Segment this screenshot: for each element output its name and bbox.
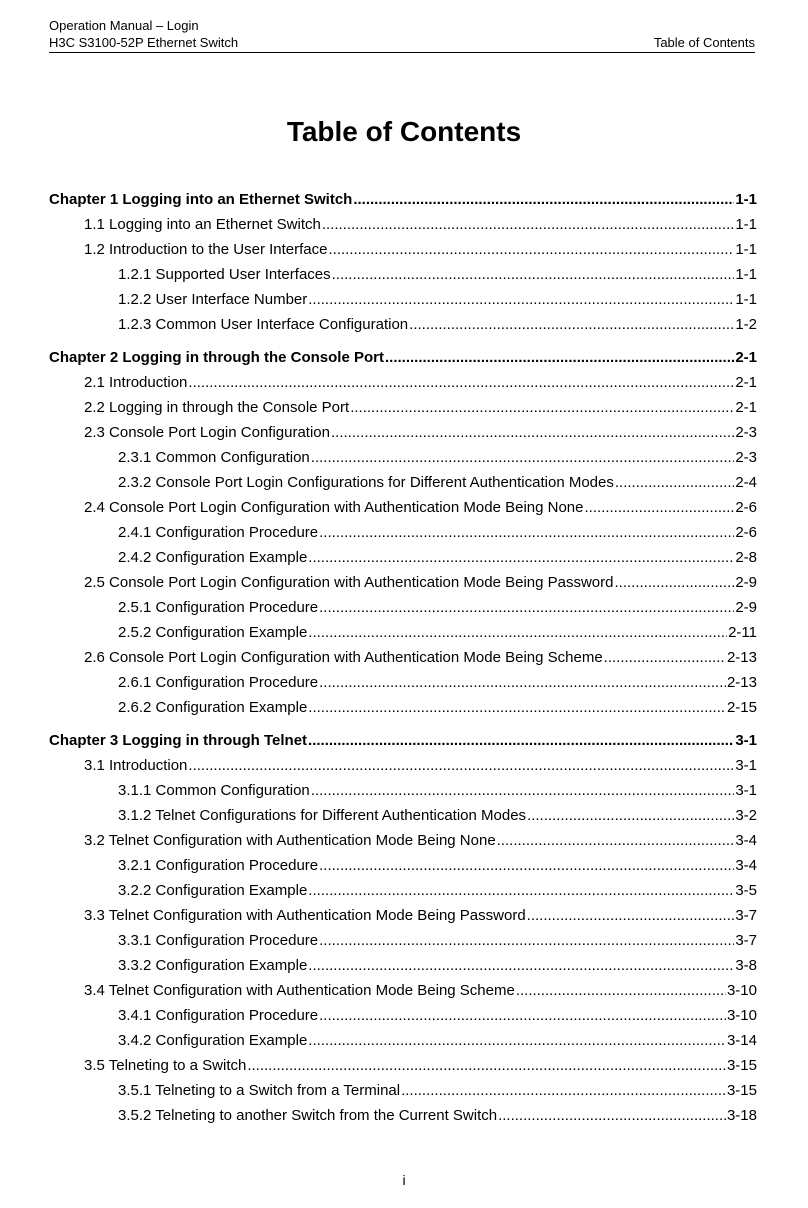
toc-leader-dots — [331, 420, 734, 445]
toc-entry[interactable] — [49, 803, 757, 828]
toc-entry-page: 2-15 — [726, 699, 757, 716]
toc-leader-dots — [308, 287, 734, 312]
toc-chapter-entry[interactable] — [49, 187, 757, 212]
toc-entry[interactable] — [49, 695, 757, 720]
toc-leader-dots — [311, 445, 735, 470]
toc-entry-page: 3-10 — [726, 982, 757, 999]
toc-entry-page: 3-1 — [735, 732, 757, 749]
toc-entry[interactable] — [49, 395, 757, 420]
toc-leader-dots — [385, 345, 734, 370]
toc-entry[interactable] — [49, 1028, 757, 1053]
header-product: H3C S3100-52P Ethernet Switch — [49, 35, 239, 50]
toc-entry[interactable] — [49, 445, 757, 470]
toc-entry-page: 1-1 — [735, 291, 757, 308]
toc-leader-dots — [527, 803, 734, 828]
toc-entry-title: 2.4.2 Configuration Example — [118, 549, 308, 566]
toc-entry-page: 3-1 — [735, 757, 757, 774]
toc-entry-page: 3-14 — [726, 1032, 757, 1049]
toc-entry[interactable] — [49, 495, 757, 520]
toc-entry[interactable] — [49, 903, 757, 928]
toc-entry-page: 2-3 — [735, 449, 757, 466]
toc-leader-dots — [247, 1053, 726, 1078]
toc-leader-dots — [615, 570, 735, 595]
toc-entry-title: 3.2.2 Configuration Example — [118, 882, 308, 899]
toc-leader-dots — [319, 853, 734, 878]
toc-entry[interactable] — [49, 878, 757, 903]
toc-entry-page: 1-1 — [735, 241, 757, 258]
toc-entry-title: 2.1 Introduction — [84, 374, 188, 391]
toc-leader-dots — [319, 928, 734, 953]
toc-entry-title: 1.1 Logging into an Ethernet Switch — [84, 216, 321, 233]
toc-entry[interactable] — [49, 237, 757, 262]
toc-entry[interactable] — [49, 595, 757, 620]
toc-entry[interactable] — [49, 645, 757, 670]
toc-entry-title: 1.2.3 Common User Interface Configuration — [118, 316, 409, 333]
table-of-contents — [49, 187, 757, 1128]
toc-entry-title: 3.1 Introduction — [84, 757, 188, 774]
toc-entry[interactable] — [49, 928, 757, 953]
toc-entry-title: 3.5 Telneting to a Switch — [84, 1057, 247, 1074]
toc-entry[interactable] — [49, 212, 757, 237]
toc-leader-dots — [308, 728, 734, 753]
toc-entry-title: 3.3 Telnet Configuration with Authentication Mode Being Password — [84, 907, 526, 924]
toc-entry[interactable] — [49, 1078, 757, 1103]
toc-entry-page: 3-15 — [726, 1082, 757, 1099]
toc-leader-dots — [319, 1003, 726, 1028]
toc-leader-dots — [311, 778, 735, 803]
toc-entry-page: 1-1 — [735, 266, 757, 283]
toc-entry-title: 2.3 Console Port Login Configuration — [84, 424, 330, 441]
toc-entry-page: 2-9 — [735, 599, 757, 616]
toc-leader-dots — [401, 1078, 726, 1103]
toc-entry-page: 2-9 — [735, 574, 757, 591]
toc-entry[interactable] — [49, 828, 757, 853]
toc-entry-page: 1-1 — [735, 191, 757, 208]
toc-entry[interactable] — [49, 778, 757, 803]
toc-entry-title: Chapter 2 Logging in through the Console Port — [49, 349, 384, 366]
toc-entry[interactable] — [49, 570, 757, 595]
toc-leader-dots — [350, 395, 734, 420]
toc-leader-dots — [328, 237, 734, 262]
page-number: i — [402, 1172, 406, 1188]
toc-entry[interactable] — [49, 312, 757, 337]
toc-entry-title: 3.3.2 Configuration Example — [118, 957, 308, 974]
toc-leader-dots — [188, 370, 734, 395]
page-title: Table of Contents — [286, 116, 522, 147]
toc-leader-dots — [319, 520, 734, 545]
toc-leader-dots — [319, 670, 726, 695]
toc-leader-dots — [322, 212, 734, 237]
toc-entry-page: 2-3 — [735, 424, 757, 441]
toc-entry-title: 3.2 Telnet Configuration with Authentication Mode Being None — [84, 832, 496, 849]
toc-entry-title: 3.4.1 Configuration Procedure — [118, 1007, 319, 1024]
toc-leader-dots — [308, 545, 734, 570]
toc-entry-page: 2-1 — [735, 374, 757, 391]
toc-entry-title: 3.5.2 Telneting to another Switch from the Current Switch — [118, 1107, 498, 1124]
toc-chapter-entry[interactable] — [49, 728, 757, 753]
toc-leader-dots — [527, 903, 735, 928]
toc-leader-dots — [308, 620, 727, 645]
toc-entry-title: 2.3.1 Common Configuration — [118, 449, 310, 466]
toc-leader-dots — [188, 753, 734, 778]
toc-entry[interactable] — [49, 1103, 757, 1128]
toc-entry-page: 2-13 — [726, 674, 757, 691]
toc-leader-dots — [516, 978, 726, 1003]
toc-entry-title: 3.4.2 Configuration Example — [118, 1032, 308, 1049]
toc-entry-page: 1-2 — [735, 316, 757, 333]
toc-entry-page: 3-7 — [735, 907, 757, 924]
toc-entry-page: 3-18 — [726, 1107, 757, 1124]
toc-leader-dots — [409, 312, 734, 337]
toc-entry-title: 3.3.1 Configuration Procedure — [118, 932, 319, 949]
toc-chapter-entry[interactable] — [49, 345, 757, 370]
toc-entry-page: 3-4 — [735, 832, 757, 849]
toc-leader-dots — [308, 878, 734, 903]
toc-entry-title: 2.2 Logging in through the Console Port — [84, 399, 350, 416]
toc-entry-page: 2-1 — [735, 349, 757, 366]
toc-entry-title: 2.6.1 Configuration Procedure — [118, 674, 319, 691]
toc-entry[interactable] — [49, 620, 757, 645]
toc-entry-title: Chapter 1 Logging into an Ethernet Switch — [49, 191, 353, 208]
toc-entry-title: 3.4 Telnet Configuration with Authentication Mode Being Scheme — [84, 982, 515, 999]
header-manual-title: Operation Manual – Login — [49, 18, 199, 33]
toc-entry-title: 3.2.1 Configuration Procedure — [118, 857, 319, 874]
toc-leader-dots — [604, 645, 726, 670]
toc-entry[interactable] — [49, 370, 757, 395]
toc-entry-page: 3-7 — [735, 932, 757, 949]
toc-entry[interactable] — [49, 953, 757, 978]
toc-entry-title: 3.1.1 Common Configuration — [118, 782, 310, 799]
toc-entry-page: 2-1 — [735, 399, 757, 416]
toc-entry-page: 2-11 — [728, 624, 757, 641]
toc-entry-title: 2.3.2 Console Port Login Configurations for Different Authentication Modes — [118, 474, 614, 491]
toc-entry-title: 3.1.2 Telnet Configurations for Different Authentication Modes — [118, 807, 527, 824]
toc-entry-page: 3-15 — [726, 1057, 757, 1074]
toc-entry-title: 1.2.1 Supported User Interfaces — [118, 266, 331, 283]
toc-leader-dots — [308, 953, 734, 978]
toc-entry-title: 2.5.1 Configuration Procedure — [118, 599, 319, 616]
toc-leader-dots — [585, 495, 735, 520]
toc-entry-page: 2-4 — [735, 474, 757, 491]
toc-leader-dots — [497, 828, 735, 853]
toc-entry[interactable] — [49, 978, 757, 1003]
toc-leader-dots — [319, 595, 734, 620]
toc-entry-title: 3.5.1 Telneting to a Switch from a Terminal — [118, 1082, 401, 1099]
toc-entry[interactable] — [49, 853, 757, 878]
toc-entry-page: 2-6 — [735, 524, 757, 541]
toc-entry-title: 1.2 Introduction to the User Interface — [84, 241, 328, 258]
toc-entry-title: 1.2.2 User Interface Number — [118, 291, 308, 308]
toc-entry-title: 2.4 Console Port Login Configuration with Authentication Mode Being None — [84, 499, 584, 516]
toc-entry-page: 3-10 — [726, 1007, 757, 1024]
toc-leader-dots — [353, 187, 734, 212]
toc-entry-title: 2.4.1 Configuration Procedure — [118, 524, 319, 541]
toc-entry[interactable] — [49, 470, 757, 495]
toc-entry-page: 3-4 — [735, 857, 757, 874]
toc-entry-page: 3-2 — [735, 807, 757, 824]
toc-entry-page: 2-13 — [726, 649, 757, 666]
toc-leader-dots — [308, 695, 726, 720]
toc-entry[interactable] — [49, 753, 757, 778]
page-header — [49, 17, 755, 53]
toc-entry[interactable] — [49, 545, 757, 570]
toc-entry[interactable] — [49, 262, 757, 287]
toc-entry-page: 2-6 — [735, 499, 757, 516]
toc-entry[interactable] — [49, 520, 757, 545]
toc-entry-title: 2.5.2 Configuration Example — [118, 624, 308, 641]
toc-entry[interactable] — [49, 1053, 757, 1078]
toc-leader-dots — [308, 1028, 726, 1053]
toc-entry-page: 3-5 — [735, 882, 757, 899]
toc-entry-title: Chapter 3 Logging in through Telnet — [49, 732, 308, 749]
toc-entry[interactable] — [49, 287, 757, 312]
toc-entry[interactable] — [49, 1003, 757, 1028]
toc-entry-page: 1-1 — [735, 216, 757, 233]
toc-entry-page: 3-8 — [735, 957, 757, 974]
toc-entry-page: 2-8 — [735, 549, 757, 566]
toc-entry-page: 3-1 — [735, 782, 757, 799]
toc-leader-dots — [332, 262, 735, 287]
toc-entry-title: 2.6.2 Configuration Example — [118, 699, 308, 716]
toc-entry[interactable] — [49, 670, 757, 695]
header-section: Table of Contents — [653, 35, 755, 50]
toc-leader-dots — [615, 470, 734, 495]
toc-entry-title: 2.5 Console Port Login Configuration with Authentication Mode Being Password — [84, 574, 614, 591]
toc-entry[interactable] — [49, 420, 757, 445]
toc-leader-dots — [498, 1103, 726, 1128]
toc-entry-title: 2.6 Console Port Login Configuration with Authentication Mode Being Scheme — [84, 649, 603, 666]
header-row — [49, 34, 755, 51]
